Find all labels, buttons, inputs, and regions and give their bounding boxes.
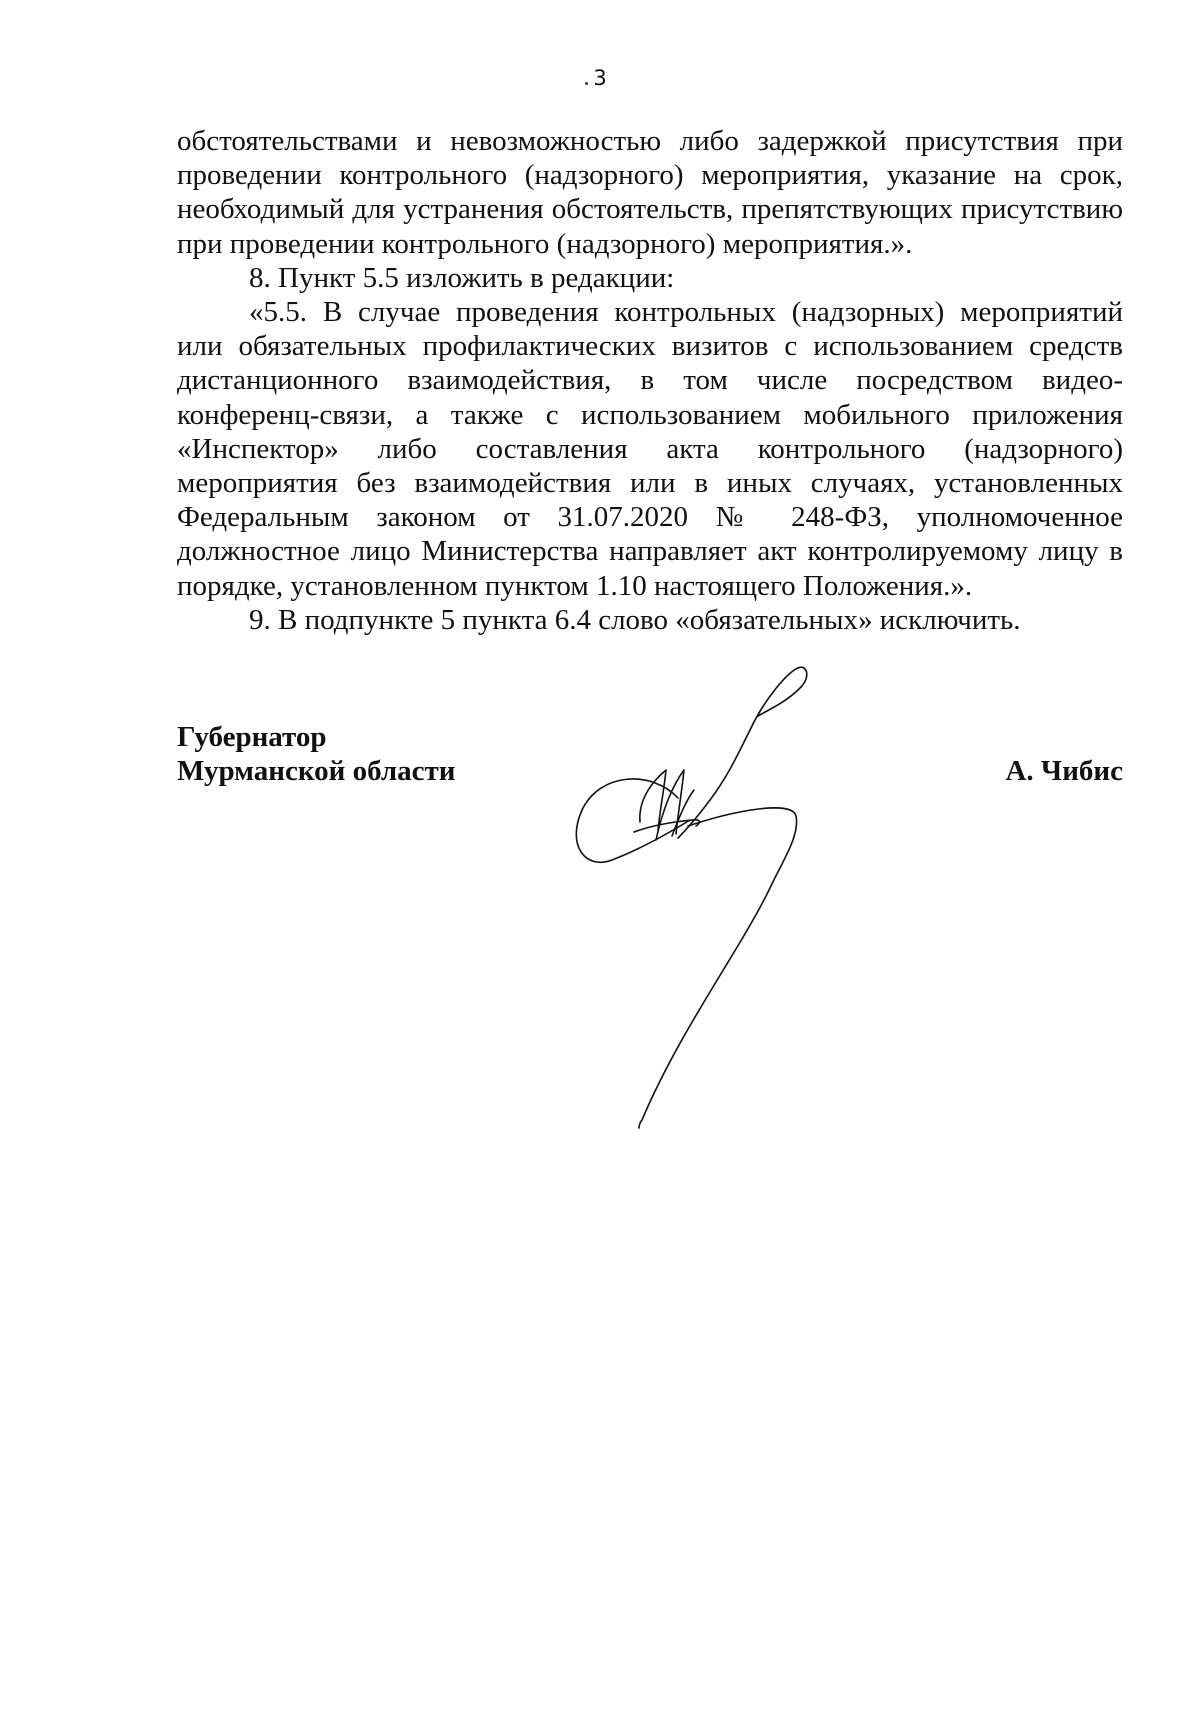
paragraph-item-9: 9. В подпункте 5 пункта 6.4 слово «обязательных» исключить.: [249, 603, 1021, 636]
page-number: 3: [593, 66, 607, 90]
signer-name: А. Чибис: [1005, 755, 1123, 787]
scan-dot: [585, 82, 588, 85]
paragraph-continuation: обстоятельствами и невозможностью либо задержкой присутствия при проведении контрольного (надзорного) мероприятия, указание на срок, необходимый для устранения обстоятельств, препятствующих присутствию при проведении контрольного (надзорного) мероприятия.».: [177, 125, 1123, 260]
document-body: [177, 124, 1123, 637]
paragraph-item-8: 8. Пункт 5.5 изложить в редакции:: [249, 261, 675, 294]
signer-title-line1: Губернатор: [177, 721, 327, 753]
signer-title: [177, 720, 455, 788]
paragraph-quote-5-5: «5.5. В случае проведения контрольных (надзорных) мероприятий или обязательных профилактических визитов с использованием средств дистанционного взаимодействия, в том числе посредством видео-конференц-связи, а также с использованием мобильного приложения «Инспектор» либо составления акта контрольного (надзорного) мероприятия без взаимодействия или в иных случаях, установленных Федеральным законом от 31.07.2020 № 248-ФЗ, уполномоченное должностное лицо Министерства направляет акт контролируемому лицу в порядке, установленном пунктом 1.10 настоящего Положения.».: [177, 296, 1123, 602]
signer-title-line2: Мурманской области: [177, 755, 456, 787]
handwritten-signature: [560, 650, 880, 1130]
